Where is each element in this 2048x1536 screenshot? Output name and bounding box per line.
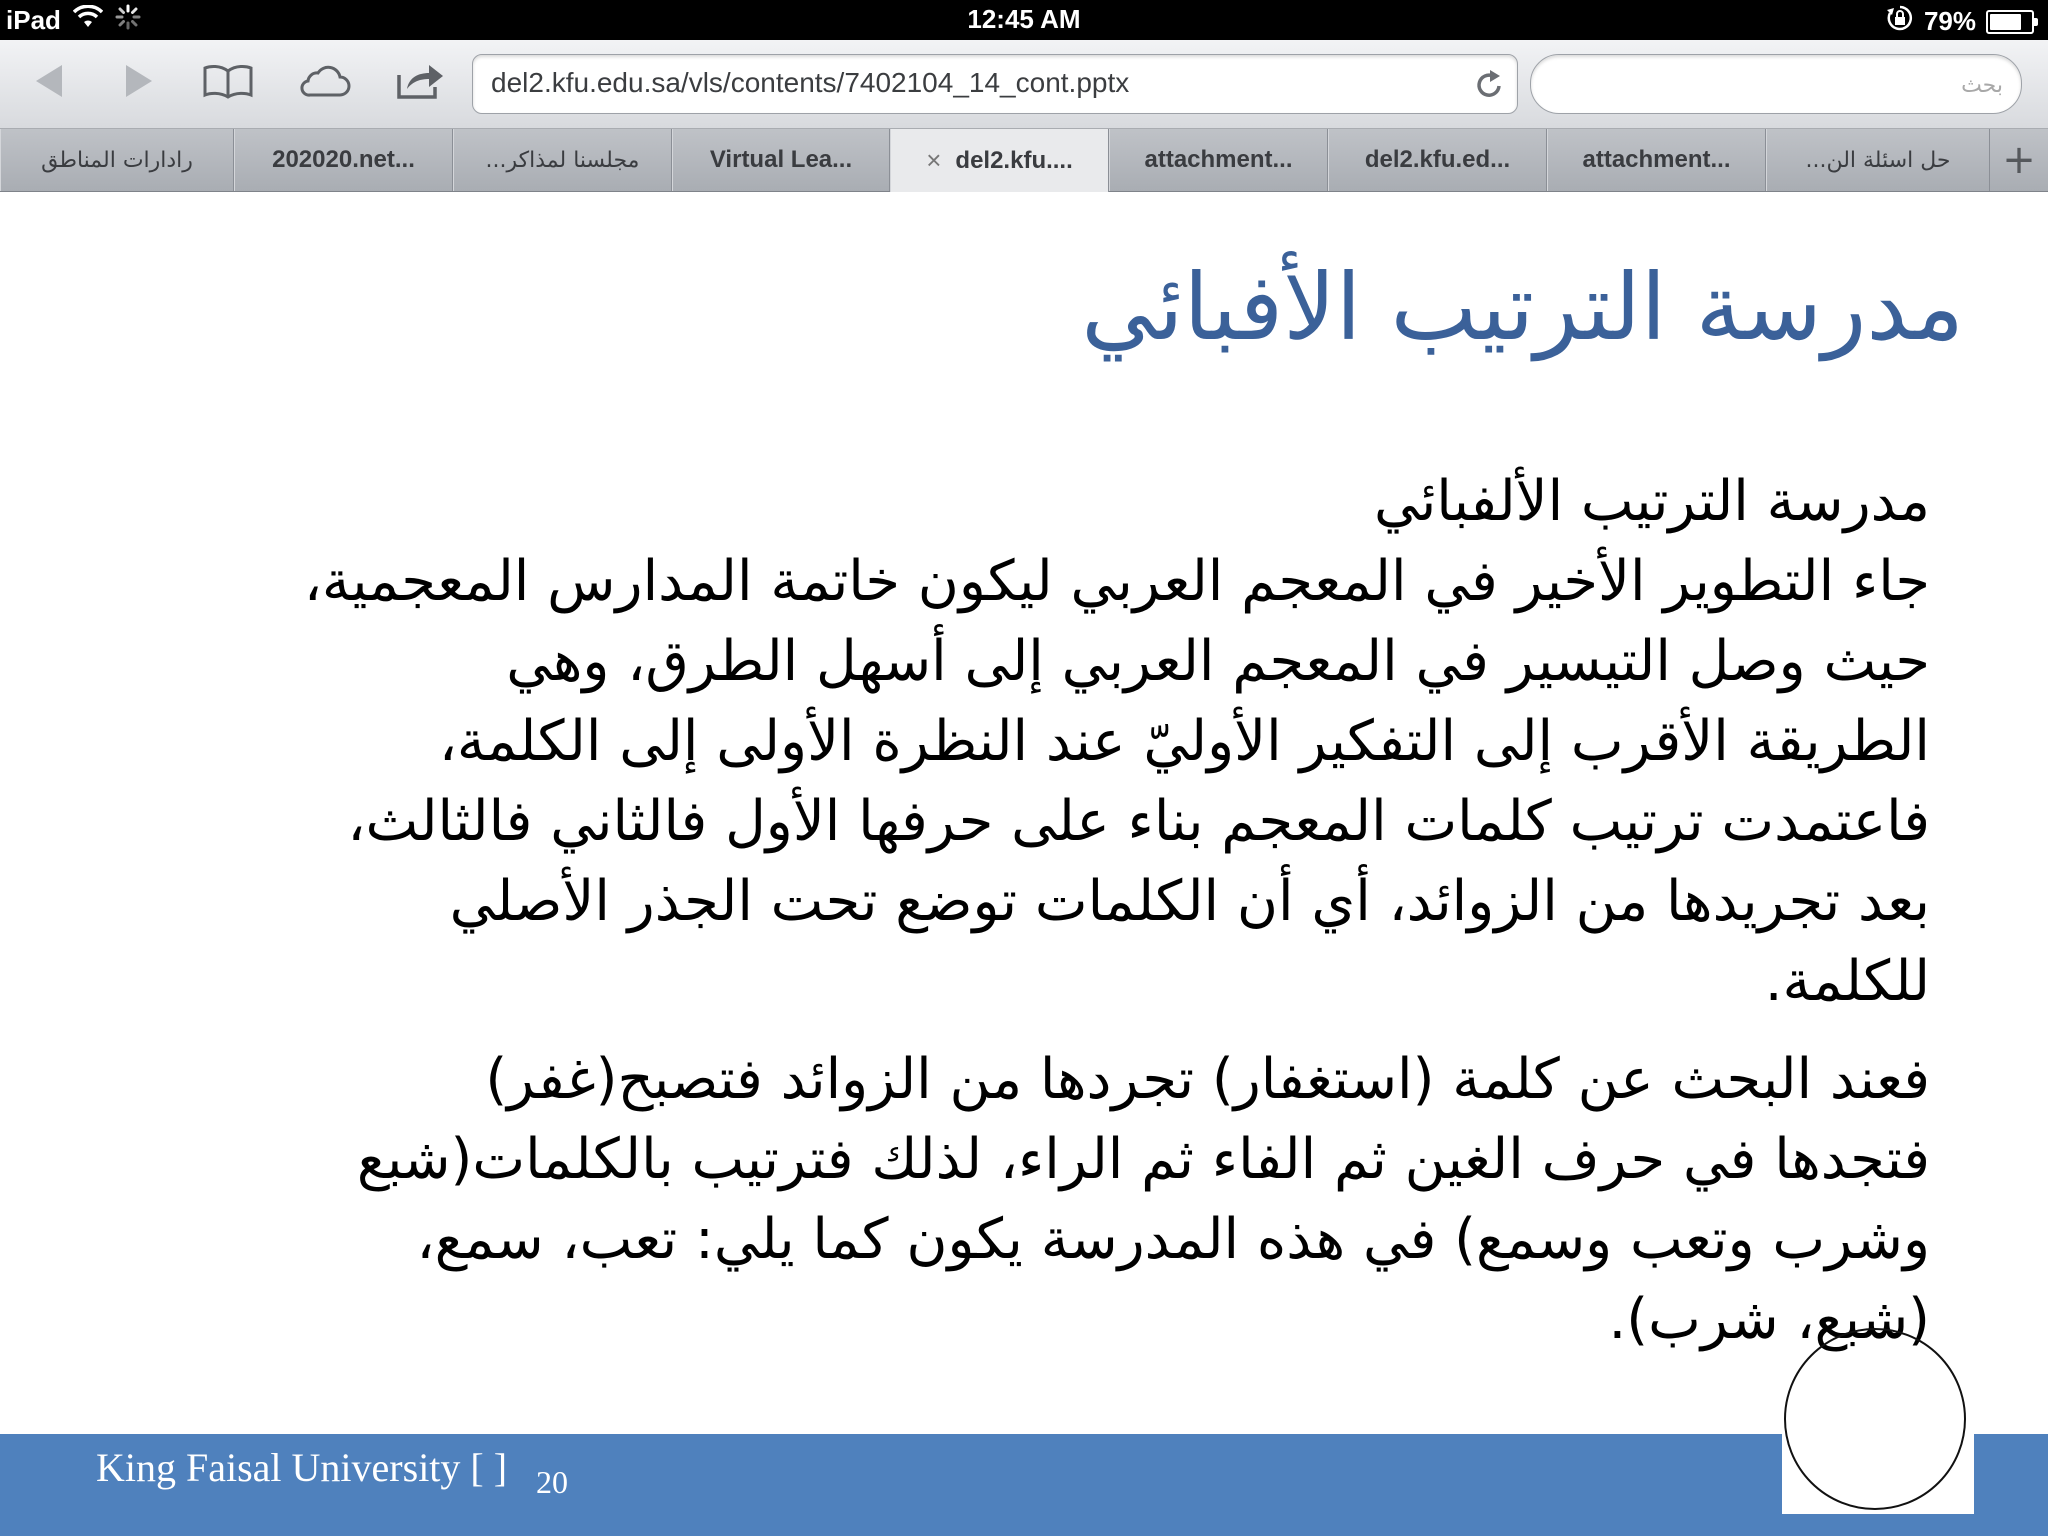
slide-title: مدرسة الترتيب الأفبائي bbox=[1081, 254, 1964, 361]
orientation-lock-icon bbox=[1886, 4, 1914, 39]
status-time: 12:45 AM bbox=[967, 4, 1081, 34]
back-button[interactable] bbox=[24, 58, 74, 108]
book-icon bbox=[202, 63, 254, 103]
share-icon bbox=[395, 61, 445, 105]
tab-label: مجلسنا لمذاكر... bbox=[485, 147, 640, 173]
tab-item[interactable] bbox=[672, 129, 890, 191]
paragraph-1 bbox=[170, 542, 1930, 1022]
paragraph-line: فاعتمدت ترتيب كلمات المعجم بناء على حرفها الأول فالثاني فالثالث، bbox=[347, 789, 1930, 854]
status-bar bbox=[0, 0, 2048, 40]
search-input[interactable] bbox=[1551, 65, 2005, 105]
forward-arrow-icon bbox=[122, 63, 156, 103]
tab-item[interactable] bbox=[234, 129, 453, 191]
tab-bar bbox=[0, 129, 2048, 192]
icloud-tabs-button[interactable] bbox=[294, 58, 354, 108]
back-arrow-icon bbox=[32, 63, 66, 103]
paragraph-line: حيث وصل التيسير في المعجم العربي إلى أسهل الطرق، وهي bbox=[506, 629, 1930, 694]
paragraph-line: جاء التطوير الأخير في المعجم العربي ليكون خاتمة المدارس المعجمية، bbox=[303, 549, 1930, 614]
share-button[interactable] bbox=[390, 58, 450, 108]
paragraph-line: الطريقة الأقرب إلى التفكير الأوليّ عند النظرة الأولى إلى الكلمة، bbox=[438, 709, 1930, 774]
paragraph-line: للكلمة. bbox=[1764, 949, 1930, 1014]
tab-label: del2.kfu.ed... bbox=[1364, 146, 1511, 173]
tab-item[interactable] bbox=[0, 129, 234, 191]
tab-item[interactable] bbox=[453, 129, 672, 191]
tab-label: attachment... bbox=[1582, 146, 1731, 173]
slide-body bbox=[170, 462, 1930, 1360]
paragraph-line: بعد تجريدها من الزوائد، أي أن الكلمات توضع تحت الجذر الأصلي bbox=[449, 869, 1930, 934]
paragraph-2 bbox=[170, 1040, 1930, 1360]
tab-item[interactable] bbox=[1109, 129, 1328, 191]
tab-item[interactable] bbox=[1328, 129, 1547, 191]
paragraph-line: وشرب وتعب وسمع) في هذه المدرسة يكون كما يلي: تعب، سمع، bbox=[416, 1207, 1930, 1272]
cloud-icon bbox=[296, 63, 352, 103]
slide-content bbox=[0, 192, 2048, 1536]
tab-label: حل اسئلة الن... bbox=[1805, 147, 1951, 173]
slide-page-number: 20 bbox=[536, 1464, 568, 1500]
touch-indicator-circle bbox=[1784, 1328, 1966, 1510]
battery-icon bbox=[1986, 10, 2034, 34]
reload-icon[interactable] bbox=[1473, 67, 1505, 105]
tab-label: 202020.net... bbox=[272, 146, 415, 173]
footer-university: King Faisal University [ ] bbox=[96, 1445, 508, 1490]
tab-label: رادارات المناطق bbox=[41, 147, 193, 173]
slide-heading: مدرسة الترتيب الألفبائي bbox=[1374, 469, 1930, 534]
address-bar[interactable] bbox=[472, 54, 1518, 114]
plus-icon: + bbox=[2002, 137, 2036, 183]
tab-label: Virtual Lea... bbox=[709, 146, 853, 173]
new-tab-button[interactable] bbox=[1990, 129, 2048, 191]
tab-label: attachment... bbox=[1144, 146, 1293, 173]
tab-item[interactable] bbox=[1766, 129, 1990, 191]
tab-item[interactable] bbox=[1547, 129, 1766, 191]
device-label: iPad bbox=[6, 5, 61, 35]
tab-item-active[interactable] bbox=[890, 129, 1109, 192]
browser-toolbar bbox=[0, 40, 2048, 129]
battery-percent: 79% bbox=[1923, 6, 1976, 36]
url-text[interactable]: del2.kfu.edu.sa/vls/contents/7402104_14_cont.pptx bbox=[491, 67, 1130, 98]
bookmarks-button[interactable] bbox=[198, 58, 258, 108]
paragraph-line: فعند البحث عن كلمة (استغفار) تجردها من الزوائد فتصبح(غفر) bbox=[485, 1047, 1930, 1112]
paragraph-line: فتجدها في حرف الغين ثم الفاء ثم الراء، لذلك فترتيب بالكلمات(شبع bbox=[356, 1127, 1930, 1192]
close-tab-icon[interactable]: × bbox=[926, 145, 942, 175]
forward-button[interactable] bbox=[114, 58, 164, 108]
paragraph-line: (شبع، شرب). bbox=[1608, 1287, 1930, 1352]
search-field[interactable] bbox=[1530, 54, 2022, 114]
tab-label: del2.kfu.... bbox=[955, 146, 1073, 174]
slide-footer bbox=[0, 1434, 2048, 1536]
